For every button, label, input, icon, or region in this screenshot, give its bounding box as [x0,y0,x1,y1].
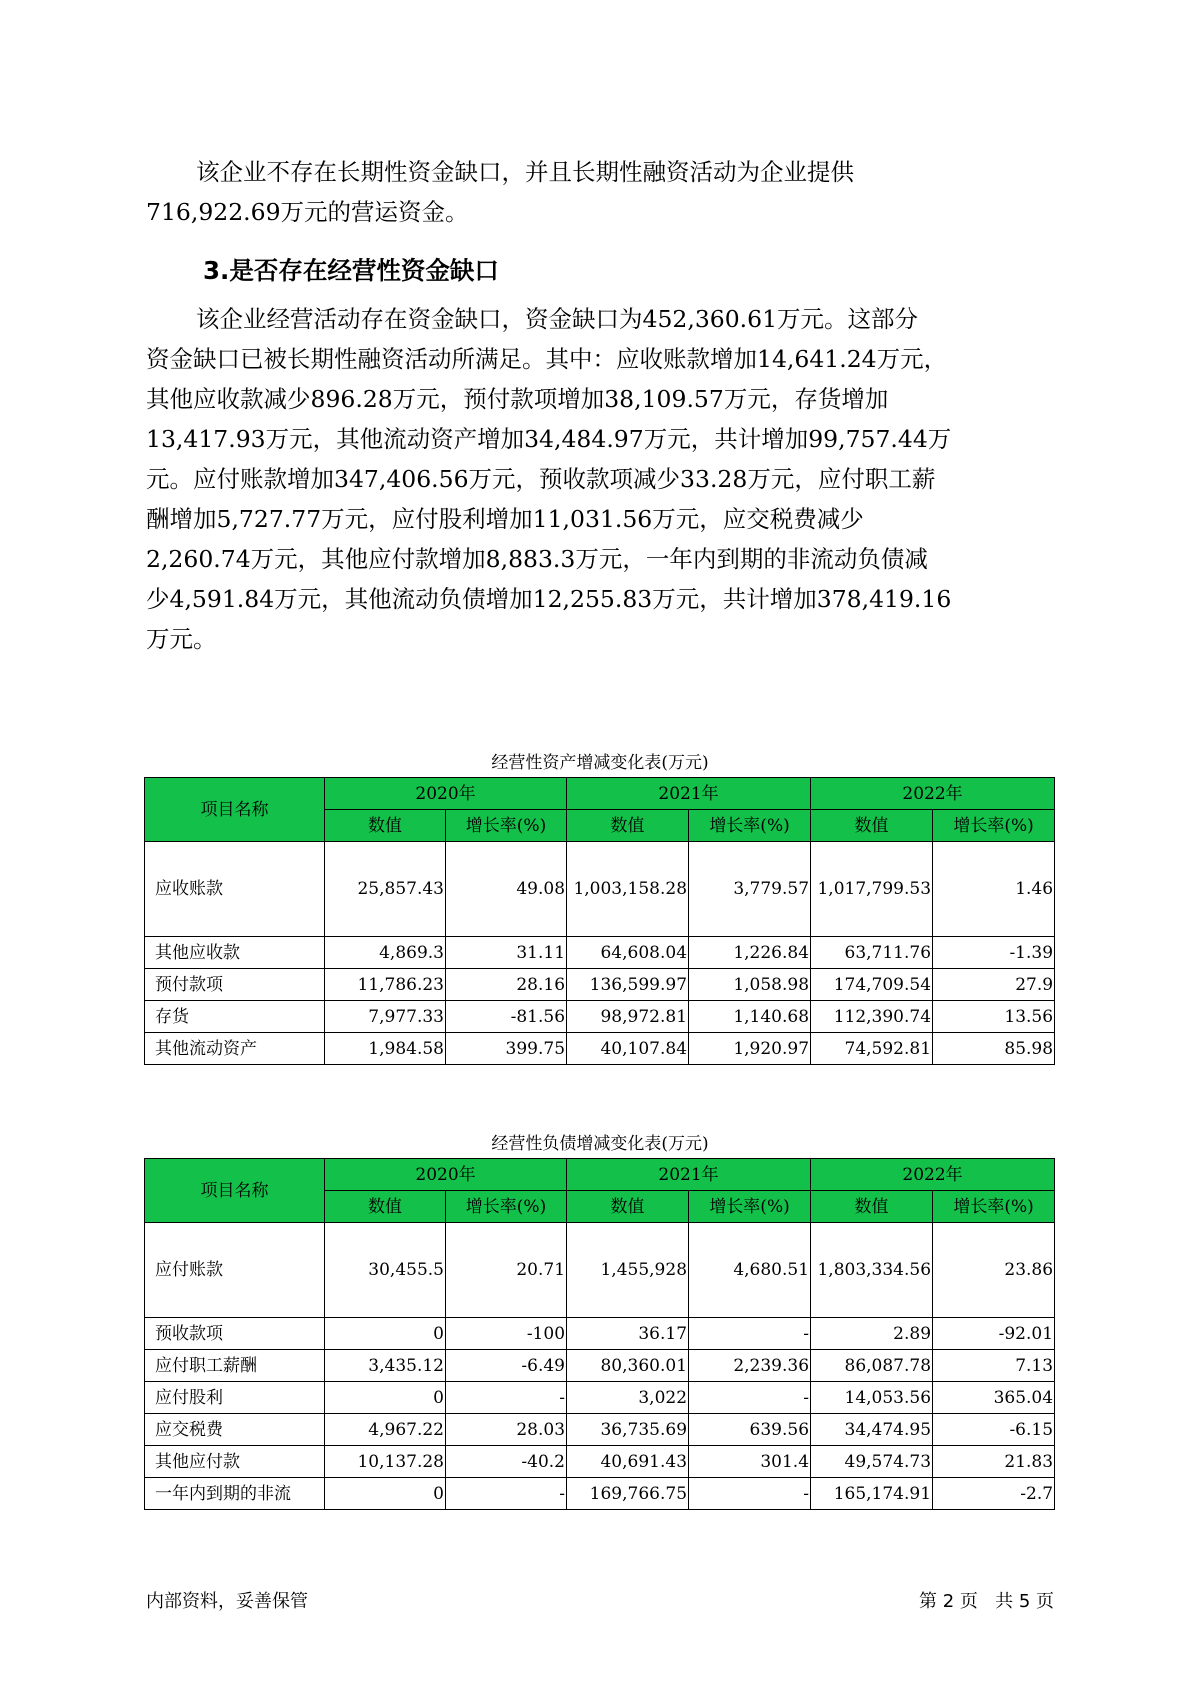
table-cell: 0 [325,1382,446,1414]
paragraph-line: 该企业经营活动存在资金缺口，资金缺口为452,360.61万元。这部分 [196,305,919,333]
footer-page-number: 第 2 页 共 5 页 [919,1591,1054,1612]
table-cell: - [689,1382,811,1414]
header-rate: 增长率(%) [933,1191,1055,1223]
header-year-2020: 2020年 [325,778,567,810]
table-cell: 2,239.36 [689,1350,811,1382]
paragraph-operating-gap [146,299,1046,659]
header-year-2021: 2021年 [567,778,811,810]
table-cell: - [689,1478,811,1510]
table-cell: -92.01 [933,1318,1055,1350]
table-row [145,1478,1055,1510]
table-row [145,1001,1055,1033]
table-cell: 30,455.5 [325,1223,446,1318]
row-label: 应交税费 [145,1414,325,1446]
table-cell: 36,735.69 [567,1414,689,1446]
table-cell: -40.2 [446,1446,567,1478]
paragraph-line: 该企业不存在长期性资金缺口，并且长期性融资活动为企业提供 [196,158,854,186]
paragraph-long-term-funding [146,152,1046,232]
table-body [145,1223,1055,1510]
table-cell: -100 [446,1318,567,1350]
table-cell: - [689,1318,811,1350]
table-cell: 4,680.51 [689,1223,811,1318]
table-cell: 1,984.58 [325,1033,446,1065]
header-value: 数值 [325,1191,446,1223]
table-cell: -6.49 [446,1350,567,1382]
table-cell: 1,226.84 [689,937,811,969]
table-cell: 7,977.33 [325,1001,446,1033]
operating-liabilities-table [144,1158,1055,1510]
table-cell: 3,022 [567,1382,689,1414]
table-cell: 4,967.22 [325,1414,446,1446]
table-cell: 28.03 [446,1414,567,1446]
table-cell: 34,474.95 [811,1414,933,1446]
paragraph-line: 13,417.93万元，其他流动资产增加34,484.97万元，共计增加99,757.44万 [146,425,952,453]
paragraph-line: 元。应付账款增加347,406.56万元，预收款项减少33.28万元，应付职工薪 [146,465,936,493]
table-cell: 169,766.75 [567,1478,689,1510]
table-cell: 31.11 [446,937,567,969]
table-cell: -1.39 [933,937,1055,969]
table-row [145,1414,1055,1446]
table-cell: 49.08 [446,842,567,937]
table-cell: - [446,1382,567,1414]
table-cell: 85.98 [933,1033,1055,1065]
footer-confidential-note: 内部资料，妥善保管 [146,1591,308,1612]
table-caption-liabilities: 经营性负债增减变化表(万元) [491,1134,709,1154]
row-label: 一年内到期的非流 [145,1478,325,1510]
table-cell: -2.7 [933,1478,1055,1510]
table-cell: 49,574.73 [811,1446,933,1478]
table-cell: 1,803,334.56 [811,1223,933,1318]
table-cell: 7.13 [933,1350,1055,1382]
header-rate: 增长率(%) [689,810,811,842]
table-row [145,1350,1055,1382]
header-year-2020: 2020年 [325,1159,567,1191]
table-row [145,1033,1055,1065]
table-cell: 63,711.76 [811,937,933,969]
table-row [145,1318,1055,1350]
table-cell: 11,786.23 [325,969,446,1001]
table-cell: 301.4 [689,1446,811,1478]
table-cell: -81.56 [446,1001,567,1033]
table-cell: 2.89 [811,1318,933,1350]
table-row [145,1446,1055,1478]
paragraph-line: 酬增加5,727.77万元，应付股利增加11,031.56万元，应交税费减少 [146,505,864,533]
header-value: 数值 [325,810,446,842]
table-cell: 136,599.97 [567,969,689,1001]
paragraph-line: 2,260.74万元，其他应付款增加8,883.3万元，一年内到期的非流动负债减 [146,545,928,573]
header-value: 数值 [567,1191,689,1223]
row-label: 应付职工薪酬 [145,1350,325,1382]
table-cell: 10,137.28 [325,1446,446,1478]
table-cell: 28.16 [446,969,567,1001]
table-cell: 86,087.78 [811,1350,933,1382]
section-heading: 3.是否存在经营性资金缺口 [203,256,499,285]
table-cell: 1.46 [933,842,1055,937]
table-cell: 13.56 [933,1001,1055,1033]
row-label: 预付款项 [145,969,325,1001]
row-label: 应付股利 [145,1382,325,1414]
table-cell: 0 [325,1478,446,1510]
table-cell: 36.17 [567,1318,689,1350]
table-cell: 0 [325,1318,446,1350]
table-cell: - [446,1478,567,1510]
header-value: 数值 [811,1191,933,1223]
table-cell: 14,053.56 [811,1382,933,1414]
table-cell: 399.75 [446,1033,567,1065]
row-label: 应收账款 [145,842,325,937]
table-row [145,1223,1055,1318]
header-year-2022: 2022年 [811,778,1055,810]
table-row [145,1382,1055,1414]
header-rate: 增长率(%) [446,1191,567,1223]
table-cell: 3,435.12 [325,1350,446,1382]
table-cell: 174,709.54 [811,969,933,1001]
table-cell: 165,174.91 [811,1478,933,1510]
table-cell: 1,920.97 [689,1033,811,1065]
table-cell: 639.56 [689,1414,811,1446]
table-cell: 1,455,928 [567,1223,689,1318]
row-label: 其他应收款 [145,937,325,969]
row-label: 预收款项 [145,1318,325,1350]
table-cell: 1,017,799.53 [811,842,933,937]
header-rate: 增长率(%) [446,810,567,842]
table-cell: 64,608.04 [567,937,689,969]
header-value: 数值 [811,810,933,842]
row-label: 应付账款 [145,1223,325,1318]
table-cell: 40,107.84 [567,1033,689,1065]
table-cell: 365.04 [933,1382,1055,1414]
table-cell: 27.9 [933,969,1055,1001]
header-rate: 增长率(%) [689,1191,811,1223]
operating-assets-table [144,777,1055,1065]
table-cell: 98,972.81 [567,1001,689,1033]
paragraph-line: 716,922.69万元的营运资金。 [146,198,469,226]
table-cell: 25,857.43 [325,842,446,937]
table-row [145,842,1055,937]
paragraph-line: 少4,591.84万元，其他流动负债增加12,255.83万元，共计增加378,419.16 [146,585,952,613]
table-cell: 1,003,158.28 [567,842,689,937]
table-row [145,969,1055,1001]
table-cell: 112,390.74 [811,1001,933,1033]
table-cell: 4,869.3 [325,937,446,969]
table-cell: 23.86 [933,1223,1055,1318]
table-cell: 74,592.81 [811,1033,933,1065]
table-cell: 1,140.68 [689,1001,811,1033]
table-cell: 21.83 [933,1446,1055,1478]
paragraph-line: 万元。 [146,625,217,653]
table-cell: -6.15 [933,1414,1055,1446]
header-item-name: 项目名称 [145,778,325,842]
row-label: 其他流动资产 [145,1033,325,1065]
row-label: 其他应付款 [145,1446,325,1478]
header-year-2022: 2022年 [811,1159,1055,1191]
paragraph-line: 其他应收款减少896.28万元，预付款项增加38,109.57万元，存货增加 [146,385,889,413]
row-label: 存货 [145,1001,325,1033]
header-item-name: 项目名称 [145,1159,325,1223]
header-rate: 增长率(%) [933,810,1055,842]
table-cell: 80,360.01 [567,1350,689,1382]
table-row [145,937,1055,969]
table-body [145,842,1055,1065]
paragraph-line: 资金缺口已被长期性融资活动所满足。其中：应收账款增加14,641.24万元， [146,345,948,373]
table-cell: 1,058.98 [689,969,811,1001]
table-cell: 3,779.57 [689,842,811,937]
table-caption-assets: 经营性资产增减变化表(万元) [491,753,709,773]
header-value: 数值 [567,810,689,842]
table-cell: 40,691.43 [567,1446,689,1478]
header-year-2021: 2021年 [567,1159,811,1191]
table-cell: 20.71 [446,1223,567,1318]
